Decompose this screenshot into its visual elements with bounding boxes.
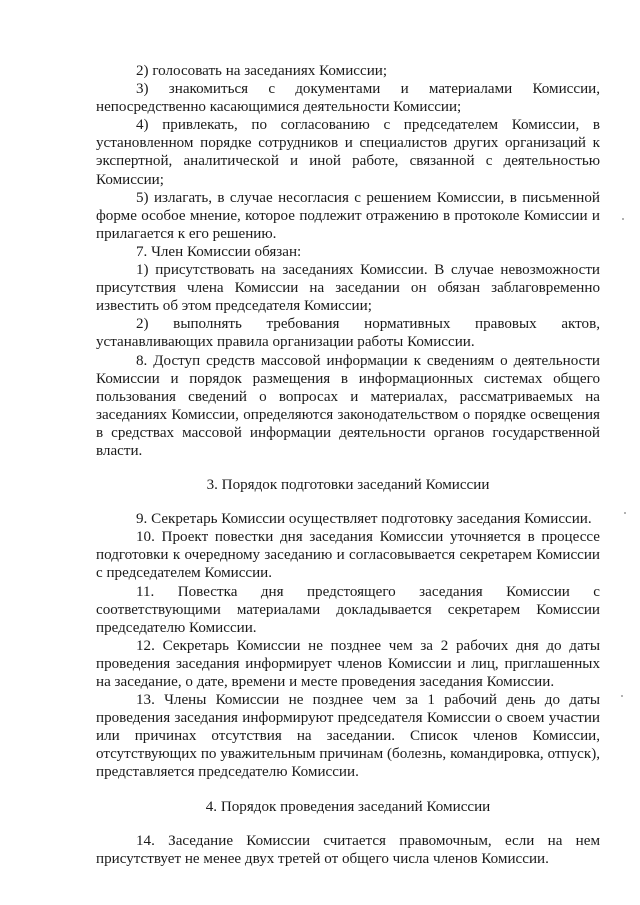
paragraph-agenda-draft: 10. Проект повестки дня заседания Комиссии уточняется в процессе подготовки к очередному заседанию и согласовывается секретарем Комиссии с председателем Комиссии. <box>96 529 600 582</box>
scan-speck <box>624 512 626 514</box>
paragraph-right-review-materials: 3) знакомиться с документами и материалами Комиссии, непосредственно касающимися деятельности Комиссии; <box>96 81 600 116</box>
paragraph-media-access: 8. Доступ средств массовой информации к сведениям о деятельности Комиссии и порядок размещения в информационных системах общего пользования сведений о вопросах и материалах, рассматриваемых на заседаниях Комиссии, определяются законодательством о порядке освещения в средствах массовой информации деятельности органов государственной власти. <box>96 352 600 459</box>
paragraph-members-inform: 13. Члены Комиссии не позднее чем за 1 рабочий день до даты проведения заседания информируют председателя Комиссии о своем участии или причинах отсутствия на заседании. Список членов Комиссии, отсутствующих по уважительным причинам (болезнь, командировка, отпуск), представляется председателю Комиссии. <box>96 692 600 781</box>
paragraph-right-dissenting-opinion: 5) излагать, в случае несогласия с решением Комиссии, в письменной форме особое мнение, которое подлежит отражению в протоколе Комиссии и прилагается к его решению. <box>96 189 600 242</box>
paragraph-quorum: 14. Заседание Комиссии считается правомочным, если на нем присутствует не менее двух третей от общего числа членов Комиссии. <box>96 832 600 867</box>
scan-speck <box>622 218 624 220</box>
paragraph-agenda-report: 11. Повестка дня предстоящего заседания Комиссии с соответствующими материалами докладывается секретарем Комиссии председателю Комиссии. <box>96 583 600 636</box>
document-page <box>96 62 600 868</box>
section-heading-conduct: 4. Порядок проведения заседаний Комиссии <box>205 798 491 815</box>
paragraph-secretary-prepares: 9. Секретарь Комиссии осуществляет подготовку заседания Комиссии. <box>136 511 592 528</box>
paragraph-secretary-informs: 12. Секретарь Комиссии не позднее чем за 2 рабочих дня до даты проведения заседания информирует членов Комиссии и лиц, приглашенных на заседание, о дате, времени и месте проведения заседания Комиссии. <box>96 637 600 690</box>
paragraph-obligation-attend: 1) присутствовать на заседаниях Комиссии. В случае невозможности присутствия члена Комиссии на заседании он обязан заблаговременно известить об этом председателя Комиссии; <box>96 262 600 315</box>
paragraph-obligation-comply: 2) выполнять требования нормативных правовых актов, устанавливающих правила организации работы Комиссии. <box>96 316 600 351</box>
section-heading-preparation: 3. Порядок подготовки заседаний Комиссии <box>206 477 490 494</box>
paragraph-right-vote: 2) голосовать на заседаниях Комиссии; <box>136 63 388 79</box>
paragraph-right-involve-specialists: 4) привлекать, по согласованию с председателем Комиссии, в установленном порядке сотрудников и специалистов других организаций к экспертной, аналитической и иной работе, связанной с деятельностью Комиссии; <box>96 117 600 188</box>
paragraph-member-obligations: 7. Член Комиссии обязан: <box>136 243 302 260</box>
scan-speck <box>621 695 623 697</box>
